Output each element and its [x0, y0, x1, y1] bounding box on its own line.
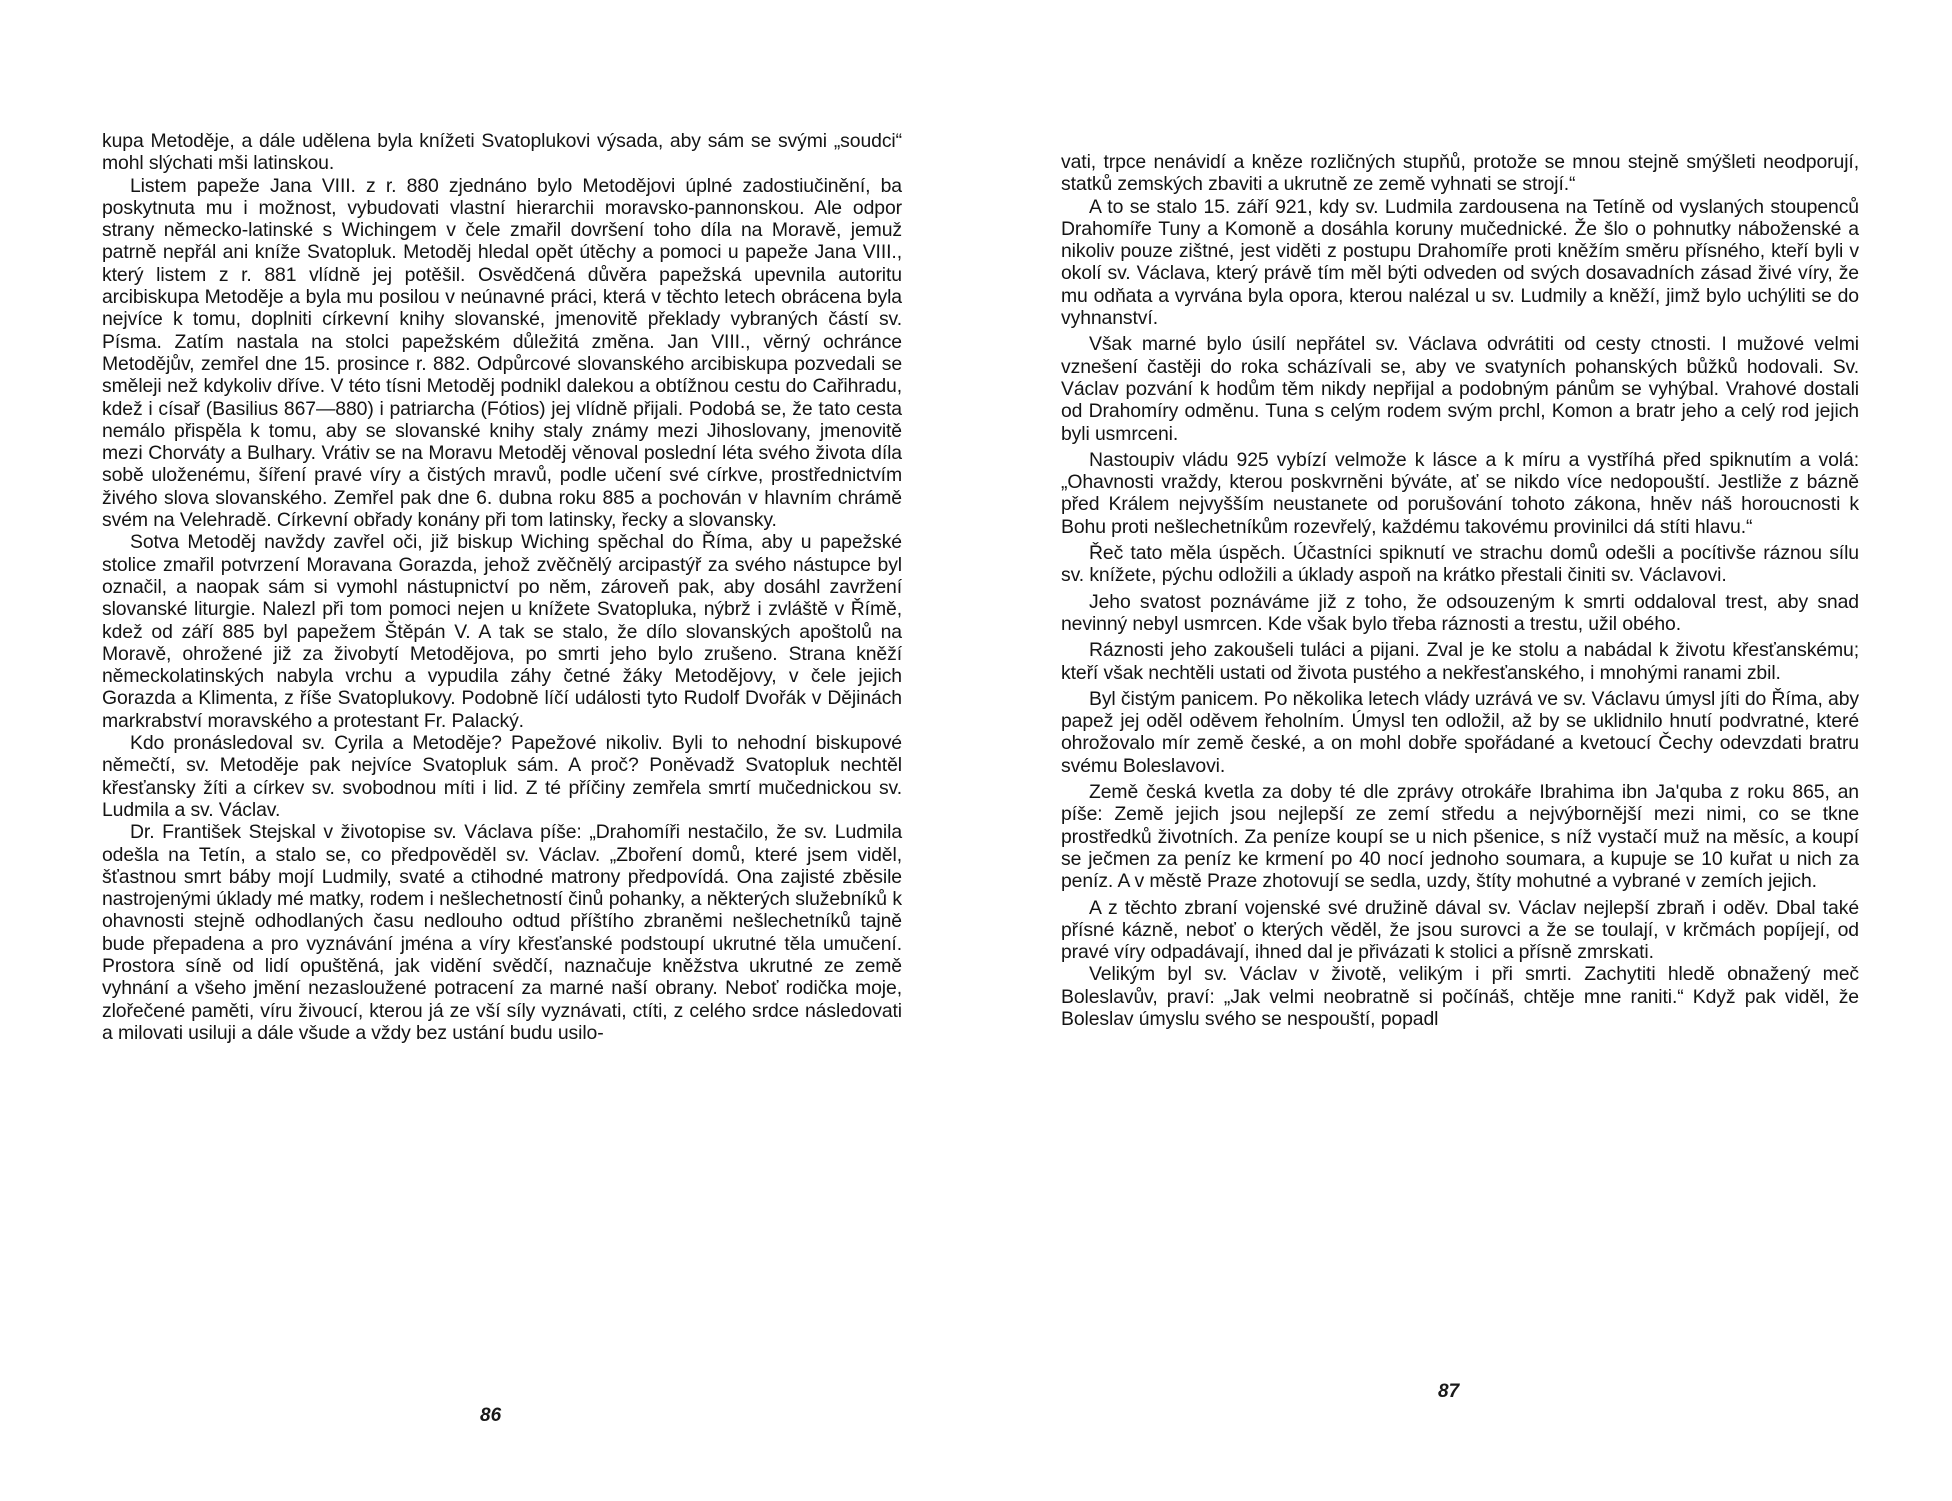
- left-page-text: [102, 130, 902, 1044]
- paragraph: Země česká kvetla za doby té dle zprávy otrokáře Ibrahima ibn Ja'quba z roku 865, an píše: Země jejich jsou nejlepší ze zemí středu a nejvýbornější mezi nimi, co se tkne prostředků životních. Za peníze koupí se u nich pšenice, s níž vystačí muž na měsíc, a koupí se ječmen za peníz ke krmení po 40 nocí jednoho soumara, a kupuje se 10 kuřat u nich za peníz. A v městě Praze zhotovují se sedla, uzdy, štíty mohutné a vybrané v zemích jejich.: [1061, 781, 1859, 893]
- paragraph: Řeč tato měla úspěch. Účastníci spiknutí ve strachu domů odešli a pocítivše ráznou sílu sv. knížete, pýchu odložili a úklady aspoň na krátko přestali činiti sv. Václavovi.: [1061, 542, 1859, 587]
- right-page: [976, 0, 1952, 1501]
- right-page-text: [1061, 151, 1859, 1030]
- paragraph: Ráznosti jeho zakoušeli tuláci a pijani. Zval je ke stolu a nabádal k životu křesťanskému; kteří však nechtěli ustati od života pustého a nekřesťanského, i mnohými ranami zbil.: [1061, 639, 1859, 684]
- paragraph: Dr. František Stejskal v životopise sv. Václava píše: „Drahomíři nestačilo, že sv. Ludmila odešla na Tetín, a stalo se, co předpověděl sv. Václav. „Zboření domů, které jsem viděl, šťastnou smrt báby mojí Ludmily, svaté a ctihodné matrony předpovídá. Ona zajisté zběsile nastrojenými úklady mé matky, rodem i nešlechetností činů pohanky, a některých služebníků k ohavnosti stejně odhodlaných času nedlouho odtud příštího zbraněmi nešlechetníků tajně bude přepadena a pro vyznávání jména a víry křesťanské podstoupí ukrutné těla umučení. Prostora síně od lidí opuštěná, jak vidění svědčí, naznačuje kněžstva ukrutné ze země vyhnání a všeho jmění nezasloužené potracení za marné naší obrany. Neboť rodička moje, zlořečené paměti, víru živoucí, kterou já ze vší síly vyznávati, ctíti, z celého srdce následovati a milovati usiluji a dále všude a vždy bez ustání budu usilo-: [102, 821, 902, 1044]
- page-number: 86: [480, 1405, 502, 1426]
- paragraph: Byl čistým panicem. Po několika letech vlády uzrává ve sv. Václavu úmysl jíti do Říma, aby papež jej oděl oděvem řeholním. Úmysl ten odložil, až by se uklidnilo hnutí podvratné, které ohrožovalo mír země české, a on mohl dobře spořádané a kvetoucí Čechy odevzdati bratru svému Boleslavovi.: [1061, 687, 1859, 777]
- paragraph: Listem papeže Jana VIII. z r. 880 zjednáno bylo Metodějovi úplné zadostiučinění, ba poskytnuta mu i možnost, vybudovati vlastní hierarchii moravsko-pannonskou. Ale odpor strany německo-latinské s Wichingem v čele zmařil dovršení toho díla na Moravě, jemuž patrně nepřál ani kníže Svatopluk. Metoděj hledal opět útěchy a pomoci u papeže Jana VIII., který listem z r. 881 vlídně jej potěšil. Osvědčená důvěra papežská upevnila autoritu arcibiskupa Metoděje a byla mu posilou v neúnavné práci, která v těchto letech obrácena byla nejvíce k tomu, doplniti církevní knihy slovanské, jmenovitě překlady vybraných částí sv. Písma. Zatím nastala na stolci papežském důležitá změna. Jan VIII., věrný ochránce Metodějův, zemřel dne 15. prosince r. 882. Odpůrcové slovanského arcibiskupa pozvedali se směleji než kdykoliv dříve. V této tísni Metoděj podnikl dalekou a obtížnou cestu do Cařihradu, kdež i císař (Basilius 867—880) i patriarcha (Fótios) jej vlídně přijali. Podobá se, že tato cesta nemálo přispěla k tomu, aby se slovanské knihy staly známy mezi Jihoslovany, jmenovitě mezi Chorváty a Bulhary. Vrátiv se na Moravu Metoděj věnoval poslední léta svého života díla sobě uloženému, šíření pravé víry a čistých mravů, podle učení své církve, prostřednictvím živého slova slovanského. Zemřel pak dne 6. dubna roku 885 a pochován v hlavním chrámě svém na Velehradě. Církevní obřady konány při tom latinsky, řecky a slovansky.: [102, 174, 902, 532]
- paragraph: A z těchto zbraní vojenské své družině dával sv. Václav nejlepší zbraň i oděv. Dbal také přísné kázně, neboť o kterých věděl, že jsou surovci a že se toulají, v krčmách popíjejí, od pravé víry odpadávají, ihned dal je přivázati k stolici a přísně zmrskati.: [1061, 896, 1859, 964]
- paragraph: Kdo pronásledoval sv. Cyrila a Metoděje? Papežové nikoliv. Byli to nehodní biskupové němečtí, sv. Metoděje pak nejvíce Svatopluk sám. A proč? Poněvadž Svatopluk nechtěl křesťansky žíti a církev sv. svobodnou míti i lid. Z té příčiny zemřela smrtí mučednickou sv. Ludmila a sv. Václav.: [102, 732, 902, 821]
- page-number: 87: [1438, 1381, 1460, 1402]
- paragraph: A to se stalo 15. září 921, kdy sv. Ludmila zardousena na Tetíně od vyslaných stoupenců Drahomíře Tuny a Komoně a dosáhla koruny mučednické. Že šlo o pohnutky náboženské a nikoliv pouze zištné, jest viděti z postupu Drahomíře proti kněžím směru přísného, kteří byli v okolí sv. Václava, který právě tím měl býti odveden od svých dosavadních zásad živé víry, že mu odňata a vyrvána byla opora, kterou nalézal u sv. Ludmily a kněží, jimž bylo uchýliti se do vyhnanství.: [1061, 195, 1859, 330]
- paragraph: Sotva Metoděj navždy zavřel oči, již biskup Wiching spěchal do Říma, aby u papežské stolice zmařil potvrzení Moravana Gorazda, jehož zvěčnělý arcipastýř za svého nástupce byl označil, a naopak sám si vymohl nástupnictví po něm, zároveň pak, aby dosáhl zavržení slovanské liturgie. Nalezl při tom pomoci nejen u knížete Svatopluka, nýbrž i zvláště v Římě, kdež od září 885 byl papežem Štěpán V. A tak se stalo, že dílo slovanských apoštolů na Moravě, ohrožené již za živobytí Metodějova, po smrti jeho bylo zrušeno. Strana kněží německolatinských nabyla vrchu a vypudila záhy četné žáky Metodějovy, v čele jejich Gorazda a Klimenta, z říše Svatoplukovy. Podobně líčí události tyto Rudolf Dvořák v Dějinách markrabství moravského a protestant Fr. Palacký.: [102, 531, 902, 732]
- paragraph: vati, trpce nenávidí a kněze rozličných stupňů, protože se mnou stejně smýšleti neodporují, statků zemských zbaviti a ukrutně ze země vyhnati se strojí.“: [1061, 151, 1859, 196]
- paragraph: Velikým byl sv. Václav v životě, velikým i při smrti. Zachytiti hledě obnažený meč Boleslavův, praví: „Jak velmi neobratně si počínáš, chtěje mne raniti.“ Když pak viděl, že Boleslav úmyslu svého se nespouští, popadl: [1061, 963, 1859, 1030]
- paragraph: Jeho svatost poznáváme již z toho, že odsouzeným k smrti oddaloval trest, aby snad nevinný nebyl usmrcen. Kde však bylo třeba ráznosti a trestu, užil obého.: [1061, 590, 1859, 635]
- paragraph: kupa Metoděje, a dále udělena byla knížeti Svatoplukovi výsada, aby sám se svými „soudci“ mohl slýchati mši latinskou.: [102, 130, 902, 175]
- paragraph: Však marné bylo úsilí nepřátel sv. Václava odvrátiti od cesty ctnosti. I mužové velmi vznešení častěji do roka scházívali se, aby ve svatyních pohanských bůžků hodovali. Sv. Václav pozvání k hodům těm nikdy nepřijal a podobným pánům se vyhýbal. Vrahové dostali od Drahomíry odměnu. Tuna s celým rodem svým prchl, Komon a bratr jeho a celý rod jejich byli usmrceni.: [1061, 333, 1859, 445]
- paragraph: Nastoupiv vládu 925 vybízí velmože k lásce a k míru a vystříhá před spiknutím a volá: „Ohavnosti vraždy, kterou poskvrněni býváte, ať se nikdo více nedopouští. Jestliže z bázně před Králem nejvyšším neustanete od porušování tohoto zákona, hněv náš horoucnosti k Bohu proti nešlechetníkům rozevřelý, každému takovému provinilci dá stíti hlavu.“: [1061, 448, 1859, 538]
